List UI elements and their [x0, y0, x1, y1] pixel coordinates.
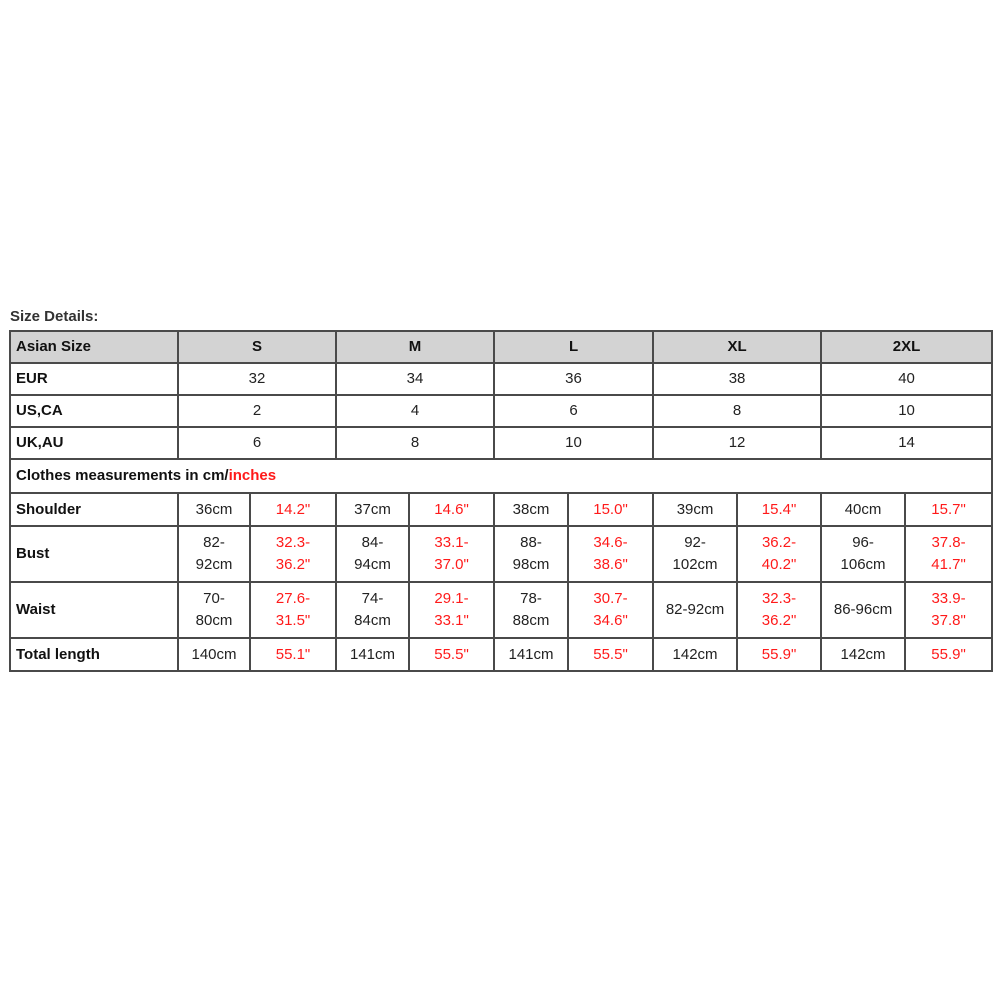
row-label: Waist — [10, 582, 178, 638]
cm-cell: 140cm — [178, 638, 250, 671]
cm-cell: 141cm — [494, 638, 568, 671]
inch-cell: 15.0" — [568, 493, 653, 526]
inch-cell: 34.6-38.6" — [568, 526, 653, 582]
cm-cell: 142cm — [821, 638, 905, 671]
cm-cell: 74-84cm — [336, 582, 409, 638]
inch-cell: 55.5" — [568, 638, 653, 671]
measurement-row-bust — [10, 526, 992, 582]
cm-cell: 38cm — [494, 493, 568, 526]
heading-prefix: Clothes measurements in cm/ — [16, 467, 229, 484]
conversion-row-us-ca — [10, 395, 992, 427]
page-title: Size Details: — [10, 308, 99, 325]
inch-cell: 36.2-40.2" — [737, 526, 821, 582]
inch-cell: 29.1-33.1" — [409, 582, 494, 638]
inch-cell: 33.1-37.0" — [409, 526, 494, 582]
inch-cell: 15.4" — [737, 493, 821, 526]
cm-cell: 92-102cm — [653, 526, 737, 582]
table-cell: 2 — [178, 395, 336, 427]
inch-cell: 32.3-36.2" — [737, 582, 821, 638]
inch-cell: 33.9-37.8" — [905, 582, 992, 638]
table-cell: 32 — [178, 363, 336, 395]
size-header: XL — [653, 331, 821, 363]
cm-cell: 37cm — [336, 493, 409, 526]
inch-cell: 30.7-34.6" — [568, 582, 653, 638]
cm-cell: 70-80cm — [178, 582, 250, 638]
cm-cell: 82-92cm — [178, 526, 250, 582]
inch-cell: 14.2" — [250, 493, 336, 526]
table-cell: 4 — [336, 395, 494, 427]
table-cell: 10 — [821, 395, 992, 427]
table-cell: 6 — [494, 395, 653, 427]
inch-cell: 15.7" — [905, 493, 992, 526]
inch-cell: 14.6" — [409, 493, 494, 526]
cm-cell: 39cm — [653, 493, 737, 526]
row-label: Bust — [10, 526, 178, 582]
table-cell: 34 — [336, 363, 494, 395]
size-header: S — [178, 331, 336, 363]
cm-cell: 142cm — [653, 638, 737, 671]
table-cell: 10 — [494, 427, 653, 459]
inch-cell: 55.5" — [409, 638, 494, 671]
cm-cell: 86-96cm — [821, 582, 905, 638]
measurements-heading — [10, 459, 992, 493]
measurement-row-shoulder — [10, 493, 992, 526]
table-cell: 36 — [494, 363, 653, 395]
table-cell: 12 — [653, 427, 821, 459]
measurement-row-total-length — [10, 638, 992, 671]
header-label: Asian Size — [10, 331, 178, 363]
table-cell: 8 — [336, 427, 494, 459]
inch-cell: 55.9" — [737, 638, 821, 671]
table-cell: 14 — [821, 427, 992, 459]
size-chart-table — [9, 330, 993, 672]
cm-cell: 141cm — [336, 638, 409, 671]
measurements-heading-row — [10, 459, 992, 493]
cm-cell: 82-92cm — [653, 582, 737, 638]
inch-cell: 55.9" — [905, 638, 992, 671]
heading-highlight: inches — [228, 467, 277, 484]
cm-cell: 88-98cm — [494, 526, 568, 582]
header-row — [10, 331, 992, 363]
cm-cell: 96-106cm — [821, 526, 905, 582]
size-header: L — [494, 331, 653, 363]
table-cell: 40 — [821, 363, 992, 395]
cm-cell: 78-88cm — [494, 582, 568, 638]
row-label: EUR — [10, 363, 178, 395]
cm-cell: 36cm — [178, 493, 250, 526]
cm-cell: 84-94cm — [336, 526, 409, 582]
table-cell: 38 — [653, 363, 821, 395]
table-cell: 8 — [653, 395, 821, 427]
size-header: 2XL — [821, 331, 992, 363]
inch-cell: 27.6-31.5" — [250, 582, 336, 638]
row-label: US,CA — [10, 395, 178, 427]
conversion-row-eur — [10, 363, 992, 395]
table-cell: 6 — [178, 427, 336, 459]
row-label: Total length — [10, 638, 178, 671]
conversion-row-uk-au — [10, 427, 992, 459]
cm-cell: 40cm — [821, 493, 905, 526]
inch-cell: 37.8-41.7" — [905, 526, 992, 582]
size-header: M — [336, 331, 494, 363]
inch-cell: 32.3-36.2" — [250, 526, 336, 582]
row-label: Shoulder — [10, 493, 178, 526]
inch-cell: 55.1" — [250, 638, 336, 671]
measurement-row-waist — [10, 582, 992, 638]
row-label: UK,AU — [10, 427, 178, 459]
